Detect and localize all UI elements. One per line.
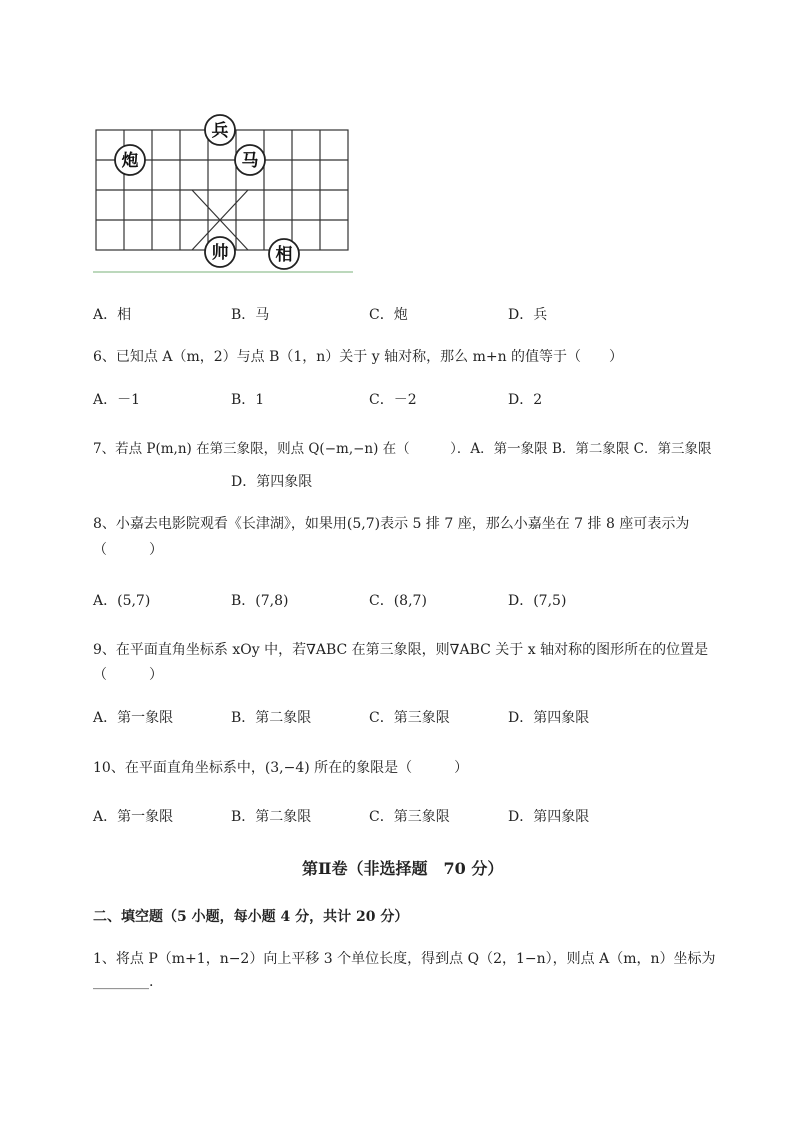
q8-option-c: C．(8,7) (369, 593, 427, 609)
q9-paren: （ ） (93, 667, 163, 683)
q8-option-d: D．(7,5) (508, 593, 567, 609)
q8-option-a: A．(5,7) (93, 593, 151, 609)
q8-stem: 8、小嘉去电影院观看《长津湖》，如果用(5,7)表示 5 排 7 座，那么小嘉坐在 7 排 8 座可表示为 (93, 516, 690, 532)
svg-text:炮: 炮 (121, 151, 139, 171)
q9-option-d: D．第四象限 (508, 710, 590, 726)
q6-option-d: D．2 (508, 392, 543, 408)
section2-heading: 二、填空题（5 小题，每小题 4 分，共计 20 分） (93, 909, 409, 925)
q10-option-a: A．第一象限 (93, 809, 174, 825)
q8-paren: （ ） (93, 542, 163, 558)
q7-stem: 7、若点 P(m,n) 在第三象限，则点 Q(−m,−n) 在（ ）．A．第一象限 B．第二象限 C．第三象限 (93, 441, 712, 457)
fill1-stem: 1、将点 P（m+1，n−2）向上平移 3 个单位长度，得到点 Q（2，1−n），则点 A（m，n）坐标为 (93, 951, 716, 967)
q6-option-c: C．－2 (369, 392, 417, 408)
q5-option-d: D．兵 (508, 307, 548, 323)
q10-stem: 10、在平面直角坐标系中，(3,−4) 所在的象限是（ ） (93, 760, 469, 776)
q7-option-d: D．第四象限 (231, 474, 313, 490)
piece-ma (235, 145, 265, 175)
part2-title: 第Ⅱ卷（非选择题 70 分） (302, 859, 504, 878)
q10-option-c: C．第三象限 (369, 809, 450, 825)
q9-option-c: C．第三象限 (369, 710, 450, 726)
q5-option-c: C．炮 (369, 307, 408, 323)
q8-option-b: B．(7,8) (231, 593, 289, 609)
svg-text:相: 相 (275, 245, 293, 265)
fill1-blank: ________. (93, 974, 154, 990)
svg-text:帅: 帅 (211, 243, 229, 263)
chess-board-figure (88, 110, 368, 280)
svg-text:马: 马 (241, 151, 259, 171)
piece-bing (205, 115, 235, 145)
q5-option-a: A．相 (93, 307, 132, 323)
svg-text:兵: 兵 (211, 121, 229, 141)
piece-shuai (205, 237, 235, 267)
q6-stem: 6、已知点 A（m，2）与点 B（1，n）关于 y 轴对称，那么 m+n 的值等于（ ） (93, 349, 624, 365)
q5-option-b: B．马 (231, 307, 270, 323)
q9-option-b: B．第二象限 (231, 710, 312, 726)
q10-option-b: B．第二象限 (231, 809, 312, 825)
piece-pao (115, 145, 145, 175)
q6-option-b: B．1 (231, 392, 265, 408)
q6-option-a: A．－1 (93, 392, 141, 408)
q9-stem: 9、在平面直角坐标系 xOy 中，若∇ABC 在第三象限，则∇ABC 关于 x 轴对称的图形所在的位置是 (93, 642, 709, 658)
q10-option-d: D．第四象限 (508, 809, 590, 825)
piece-xiang (269, 239, 299, 269)
q9-option-a: A．第一象限 (93, 710, 174, 726)
